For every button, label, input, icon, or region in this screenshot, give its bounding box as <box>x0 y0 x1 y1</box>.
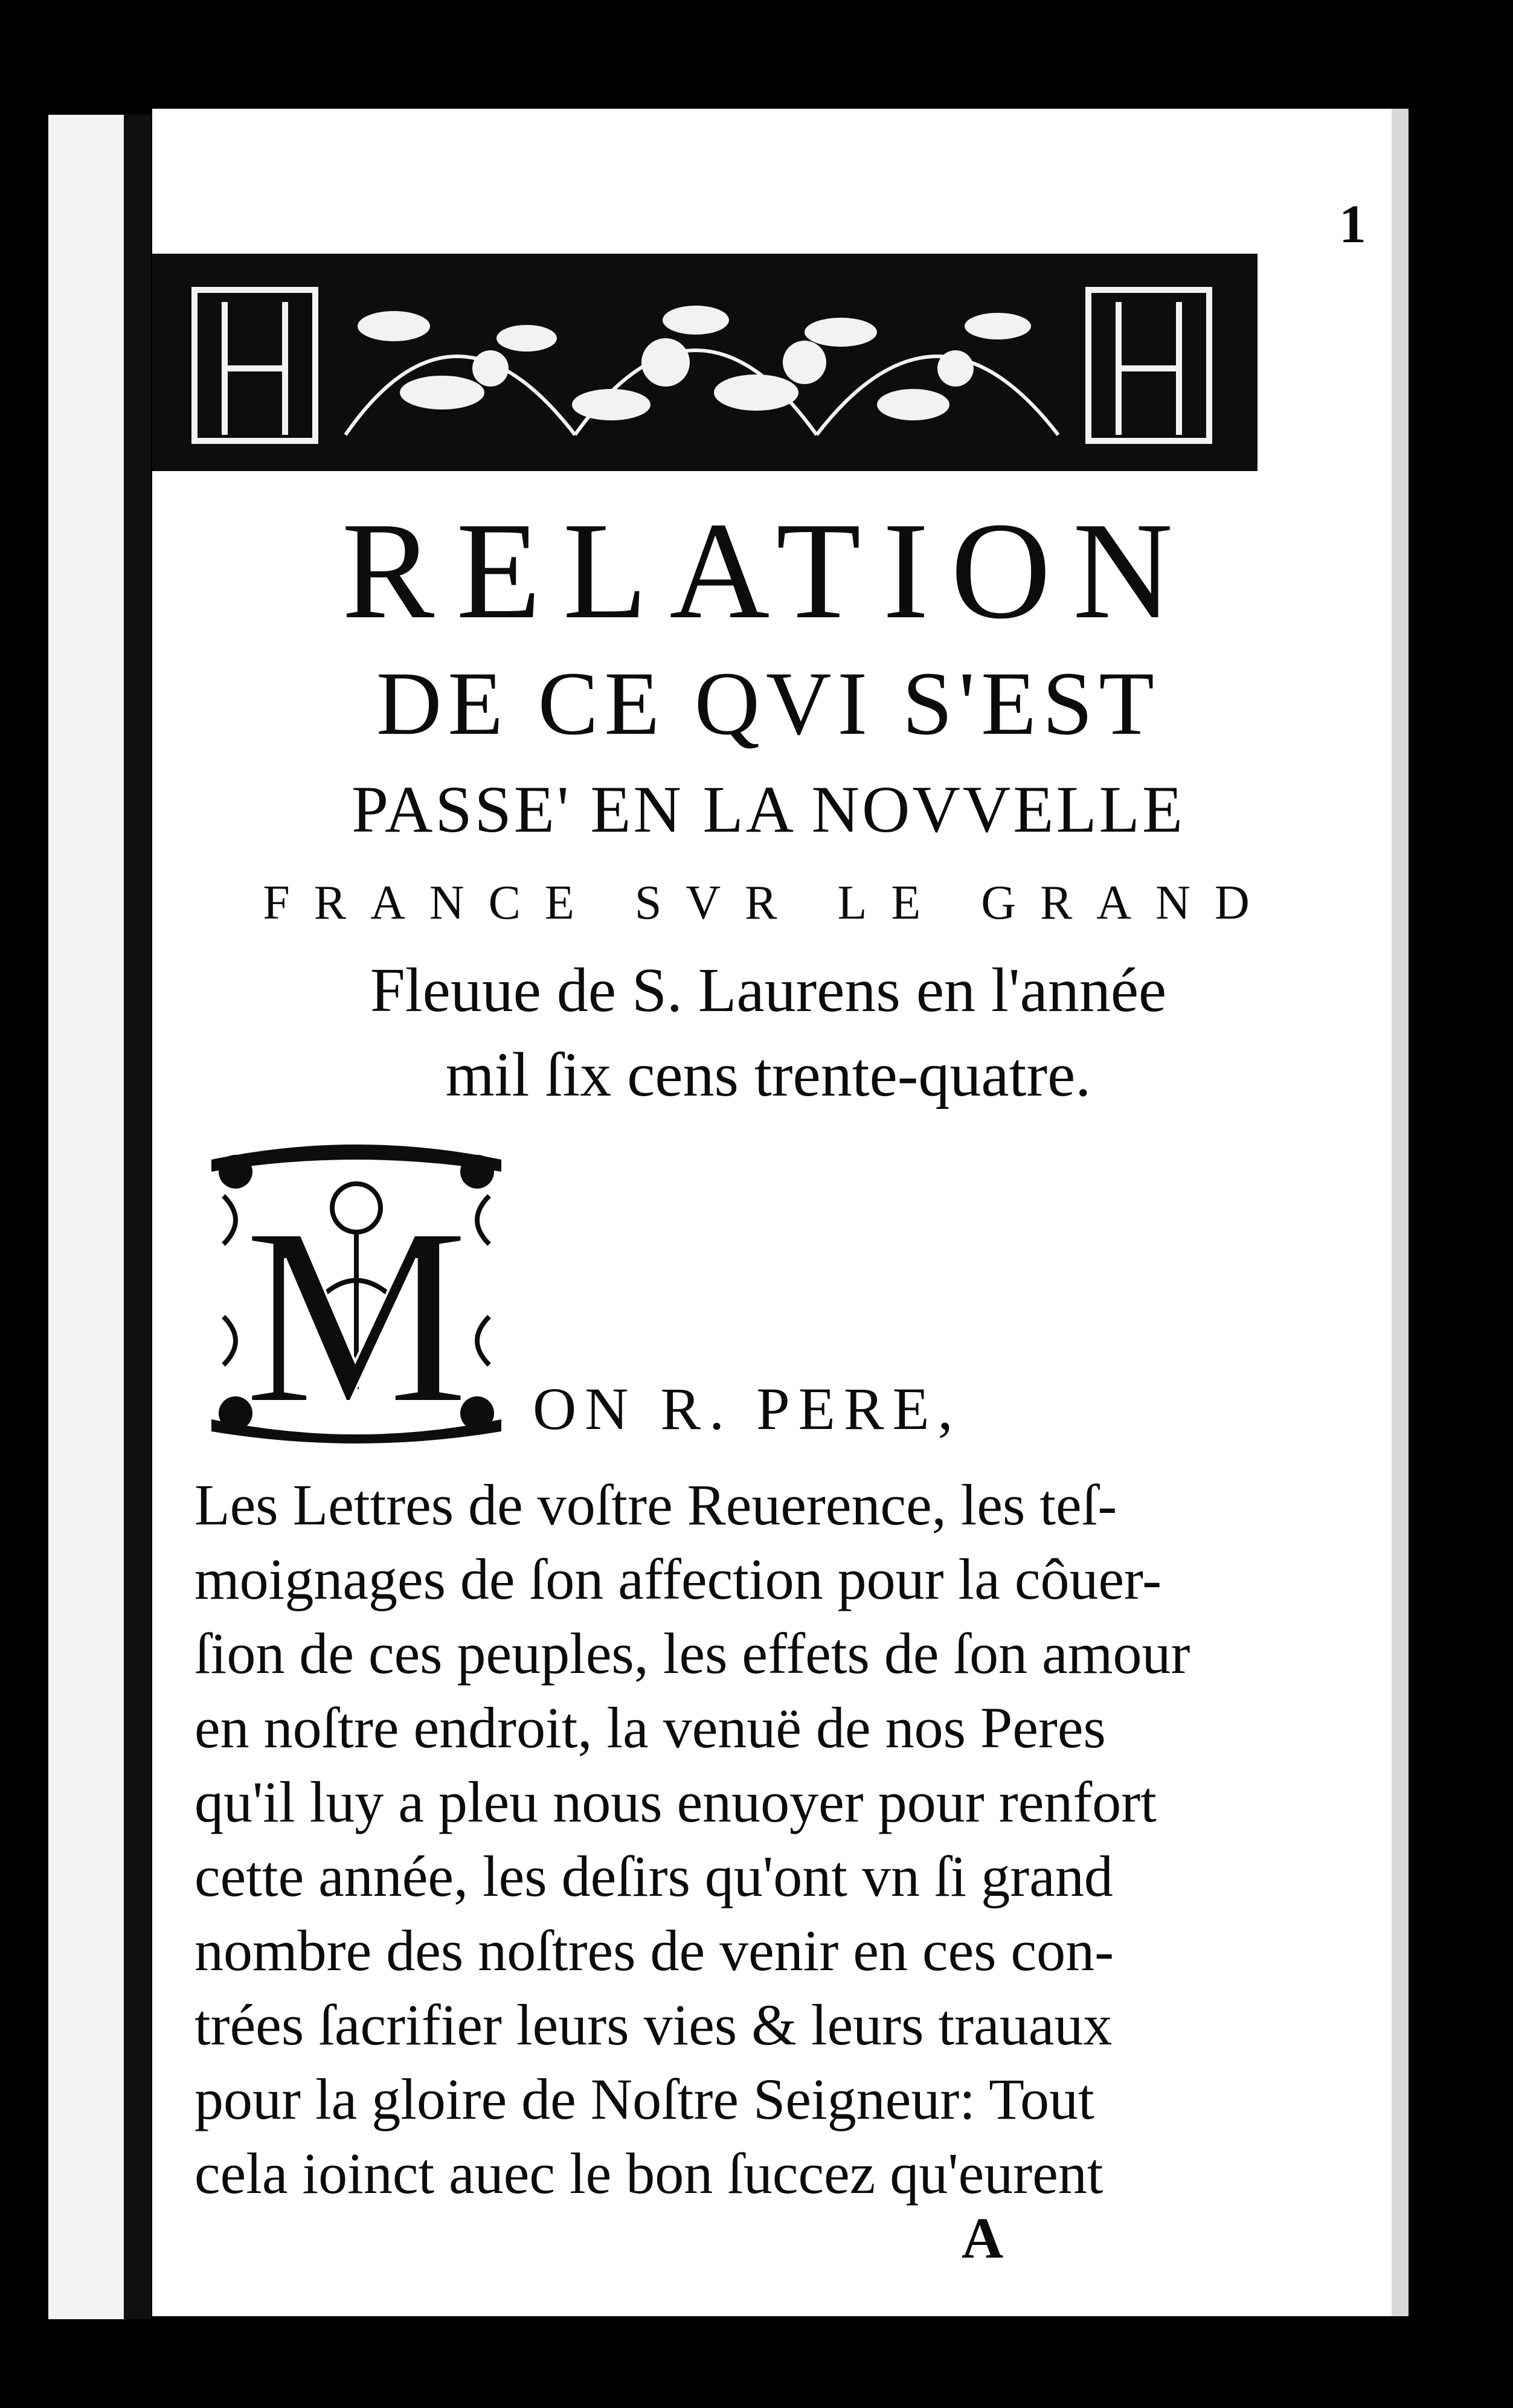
title-line-4: FRANCE SVR LE GRAND <box>263 876 1274 929</box>
salutation: ON R. PERE, <box>533 1375 962 1442</box>
body-line: qu'il luy a pleu nous enuoyer pour renfort <box>194 1770 1157 1834</box>
title-line-5: Fleuue de S. Laurens en l'année <box>370 955 1167 1025</box>
decorated-initial-M-icon <box>199 1135 513 1450</box>
title-block <box>201 495 1336 1117</box>
body-line: nombre des noſtres de venir en ces con- <box>194 1918 1114 1983</box>
page-edge <box>1392 109 1409 2316</box>
body-line: cela ioinct auec le bon ſuccez qu'eurent <box>194 2141 1103 2206</box>
body-line: cette année, les deſirs qu'ont vn ſi grand <box>194 1844 1113 1909</box>
body-line: Les Lettres de voſtre Reuerence, les teſ- <box>194 1472 1117 1537</box>
body-line: trées ſacrifier leurs vies & leurs trauaux <box>194 1992 1113 2057</box>
body-line: ſion de ces peuples, les effets de ſon amour <box>194 1621 1190 1686</box>
title-line-2: DE CE QVI S'EST <box>376 653 1160 754</box>
body-line: moignages de ſon affection pour la côuer- <box>194 1547 1162 1611</box>
initial-letter: M <box>243 1175 469 1450</box>
book-page <box>152 109 1409 2316</box>
title-relation: RELATION <box>341 493 1195 647</box>
title-line-3: PASSE' EN LA NOVVELLE <box>351 772 1186 846</box>
signature-mark: A <box>962 2206 1004 2270</box>
binding-shadow <box>124 115 151 2319</box>
title-line-6: mil ſix cens trente-quatre. <box>445 1040 1091 1109</box>
page-number: 1 <box>1339 194 1366 254</box>
body-text <box>194 1468 1294 2211</box>
body-line: en noſtre endroit, la venuë de nos Peres <box>194 1695 1106 1760</box>
body-line: pour la gloire de Noſtre Seigneur: Tout <box>194 2067 1094 2131</box>
foliage-headpiece-icon <box>152 254 1258 471</box>
